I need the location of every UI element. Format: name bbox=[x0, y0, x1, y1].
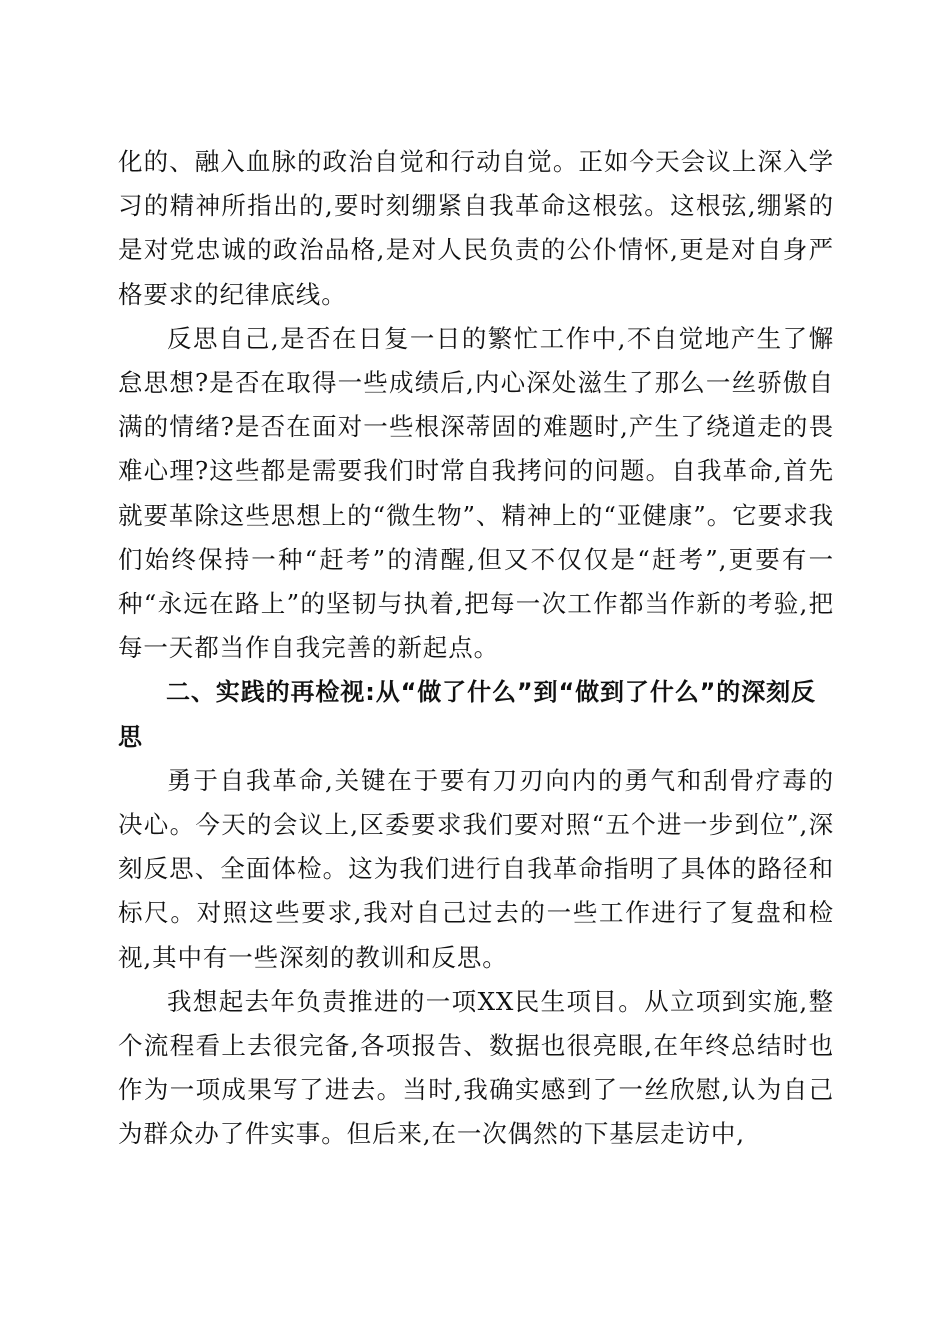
paragraph-continued: 化的、融入血脉的政治自觉和行动自觉。正如今天会议上深入学习的精神所指出的,要时刻绷紧自我革命这根弦。这根弦,绷紧的是对党忠诚的政治品格,是对人民负责的公仆情怀,更是对自身严格要求的纪律底线。 bbox=[118, 147, 834, 309]
section-heading-2: 二、实践的再检视:从“做了什么”到“做到了什么”的深刻反思 bbox=[118, 678, 816, 751]
paragraph-project-example: 我想起去年负责推进的一项XX民生项目。从立项到实施,整个流程看上去很完备,各项报告、数据也很亮眼,在年终总结时也作为一项成果写了进去。当时,我确实感到了一丝欣慰,认为自己为群众办了件实事。但后来,在一次偶然的下基层走访中, bbox=[118, 986, 834, 1149]
paragraph-self-revolution: 勇于自我革命,关键在于要有刀刃向内的勇气和刮骨疗毒的决心。今天的会议上,区委要求我们要对照“五个进一步到位”,深刻反思、全面体检。这为我们进行自我革命指明了具体的路径和标尺。对照这些要求,我对自己过去的一些工作进行了复盘和检视,其中有一些深刻的教训和反思。 bbox=[118, 765, 834, 972]
paragraph-self-reflection: 反思自己,是否在日复一日的繁忙工作中,不自觉地产生了懈怠思想?是否在取得一些成绩后,内心深处滋生了那么一丝骄傲自满的情绪?是否在面对一些根深蒂固的难题时,产生了绕道走的畏难心理?这些都是需要我们时常自我拷问的问题。自我革命,首先就要革除这些思想上的“微生物”、精神上的“亚健康”。它要求我们始终保持一种“赶考”的清醒,但又不仅仅是“赶考”,更要有一种“永远在路上”的坚韧与执着,把每一次工作都当作新的考验,把每一天都当作自我完善的新起点。 bbox=[118, 323, 834, 663]
document-body bbox=[118, 140, 834, 1157]
